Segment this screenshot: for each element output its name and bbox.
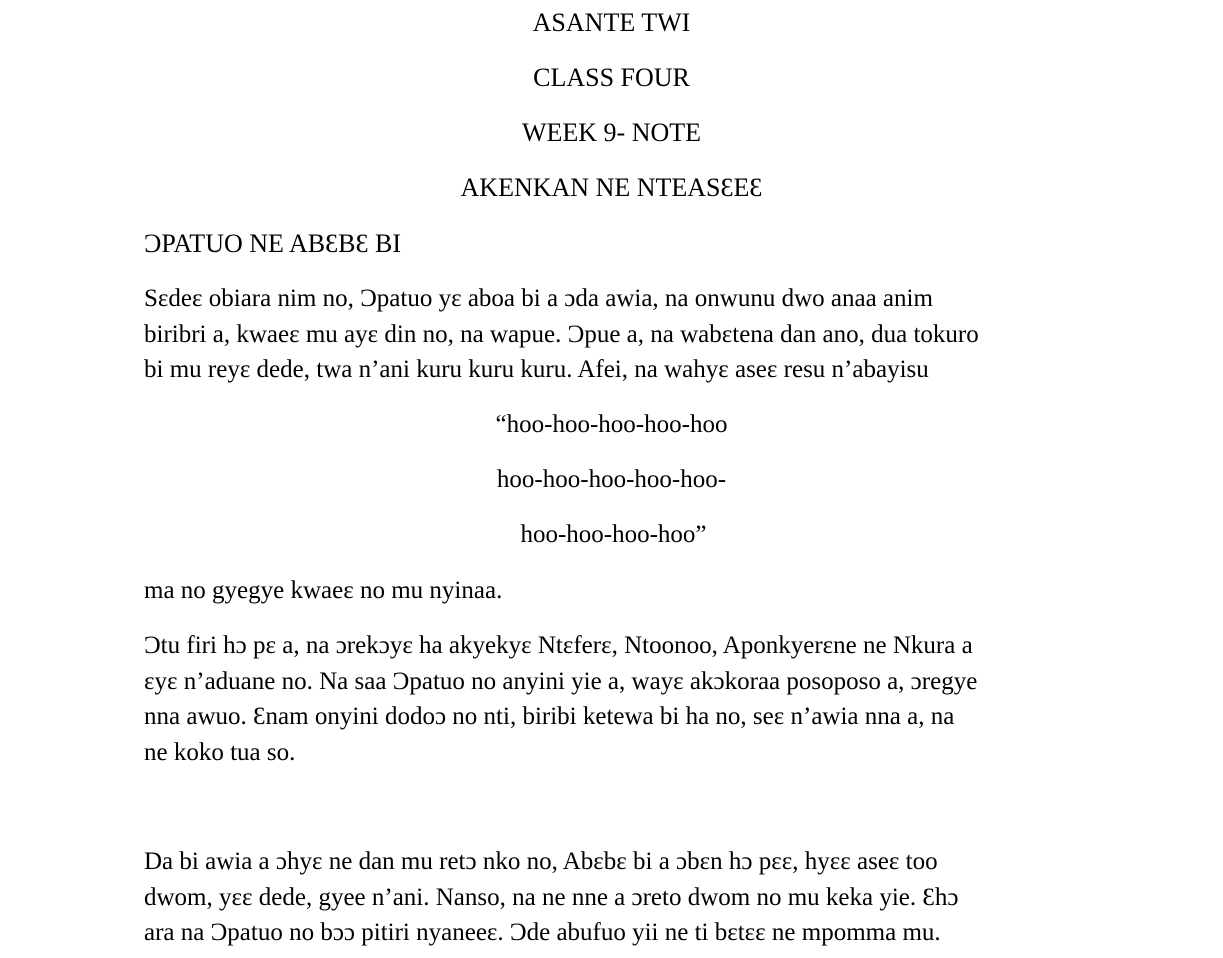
paragraph-line: bi mu reyɛ dede, twa n’ani kuru kuru kuru. Afei, na wahyɛ aseɛ resu n’abayisu (144, 356, 929, 383)
paragraph-line: dwom, yɛɛ dede, gyee n’ani. Nanso, na ne nne a ɔreto dwom no mu keka yie. Ɛhɔ (144, 883, 959, 911)
paragraph-line: Ɔtu firi hɔ pɛ a, na ɔrekɔyɛ ha akyekyɛ Ntɛferɛ, Ntoonoo, Aponkyerɛne ne Nkura a (144, 632, 973, 659)
subject-title: ASANTE TWI (532, 8, 691, 37)
paragraph-3 (144, 844, 1084, 951)
song-line-2: hoo-hoo-hoo-hoo-hoo- (496, 466, 727, 493)
paragraph-line: ara na Ɔpatuo no bɔɔ pitiri nyaneeɛ. Ɔde abufuo yii ne ti bɛtɛɛ ne mpomma mu. (144, 919, 941, 946)
paragraph-line: ɛyɛ n’aduane no. Na saa Ɔpatuo no anyini yie a, wayɛ akɔkoraa posoposo a, ɔregye (144, 667, 978, 695)
paragraph-line: Da bi awia a ɔhyɛ ne dan mu retɔ nko no, Abɛbɛ bi a ɔbɛn hɔ pɛɛ, hyɛɛ aseɛ too (144, 848, 938, 875)
paragraph-line: nna awuo. Ɛnam onyini dodoɔ no nti, biribi ketewa bi ha no, seɛ n’awia nna a, na (144, 703, 955, 730)
class-title: CLASS FOUR (533, 63, 690, 92)
after-song-line (144, 573, 1084, 609)
song-line-3: hoo-hoo-hoo-hoo” (520, 521, 707, 548)
paragraph-2 (144, 628, 1084, 770)
paragraph-line: ma no gyegye kwaeɛ no mu nyinaa. (144, 577, 503, 604)
paragraph-line: biribri a, kwaeɛ mu ayɛ din no, na wapue. Ɔpue a, na wabɛtena dan ano, dua tokuro (144, 320, 979, 348)
paragraph-1 (144, 281, 1084, 388)
topic-title: AKENKAN NE NTEASƐEƐ (460, 173, 763, 202)
paragraph-line: Sɛdeɛ obiara nim no, Ɔpatuo yɛ aboa bi a ɔda awia, na onwunu dwo anaa anim (144, 285, 933, 312)
story-heading: ƆPATUO NE ABƐBƐ BI (144, 229, 401, 258)
paragraph-line: ne koko tua so. (144, 738, 296, 766)
song-line-1: “hoo-hoo-hoo-hoo-hoo (495, 411, 728, 438)
week-title: WEEK 9- NOTE (521, 118, 702, 147)
